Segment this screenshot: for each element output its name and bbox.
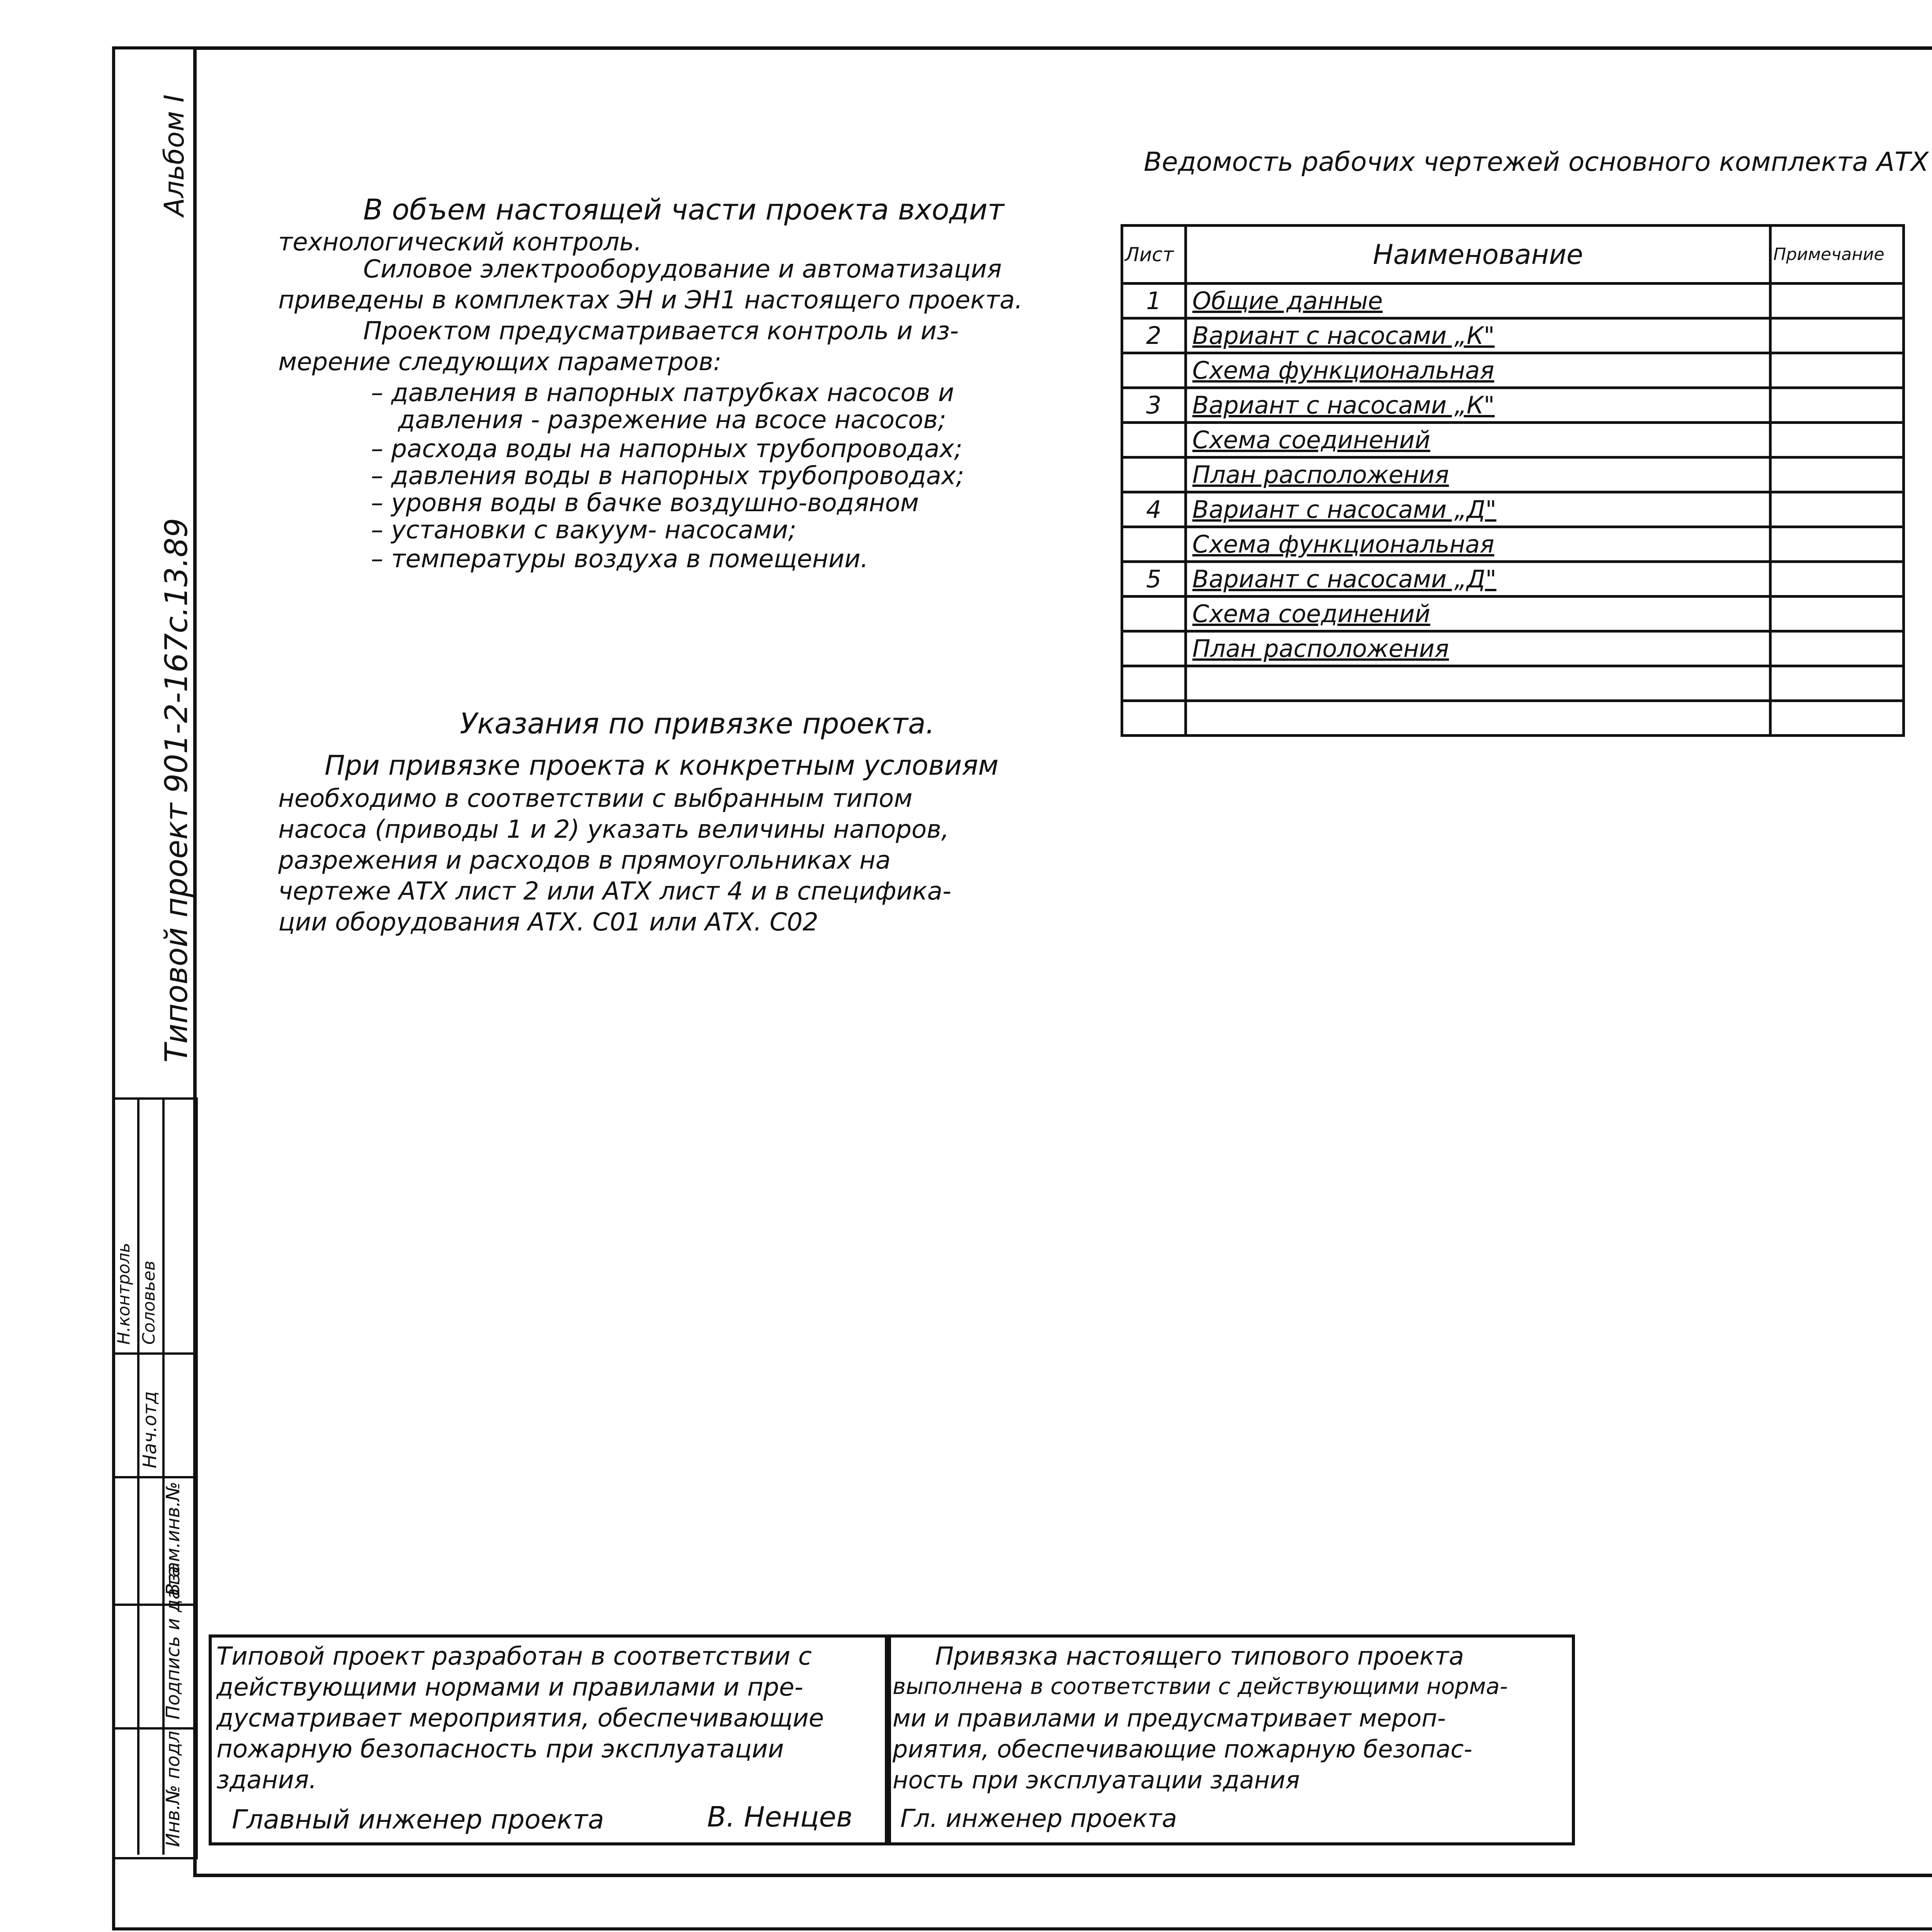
intro-line: Проектом предусматривается контроль и из- — [363, 317, 959, 345]
table-row — [1122, 492, 1904, 527]
table-cell — [1770, 284, 1904, 318]
table-cell — [1770, 492, 1904, 527]
table-cell: 3 — [1122, 388, 1186, 423]
table-cell: Общие данные — [1185, 284, 1770, 318]
side-stamp-replace: Взам.инв.№ — [162, 1481, 184, 1596]
note-left-line: дусматривает мероприятия, обеспечивающие — [216, 1704, 824, 1733]
note-right-line: Привязка настоящего типового проекта — [935, 1642, 1464, 1671]
table-cell — [1770, 666, 1904, 701]
table-cell — [1770, 457, 1904, 492]
intro-line: приведены в комплектах ЭН и ЭН1 настоящего проекта. — [278, 286, 1023, 315]
table-cell — [1122, 353, 1186, 388]
note-right-sign: Гл. инженер проекта — [900, 1804, 1177, 1833]
note-right-line: ность при эксплуатации здания — [893, 1766, 1300, 1794]
table-cell: Схема функциональная — [1185, 527, 1770, 562]
table-cell: Схема соединений — [1185, 423, 1770, 457]
intro-line: – температуры воздуха в помещении. — [371, 545, 869, 573]
note-right-line: ми и правилами и предусматривает мероп- — [893, 1704, 1446, 1732]
table-cell — [1770, 701, 1904, 736]
binding-line: разрежения и расходов в прямоугольниках на — [278, 846, 891, 875]
intro-line: давления - разрежение на всосе насосов; — [398, 406, 946, 434]
binding-line: насоса (приводы 1 и 2) указать величины напоров, — [278, 815, 949, 844]
table-cell: Вариант с насосами „К" — [1185, 318, 1770, 353]
table-cell: Вариант с насосами „Д" — [1185, 492, 1770, 527]
note-left-line: пожарную безопасность при эксплуатации — [216, 1735, 784, 1764]
table-cell — [1770, 631, 1904, 666]
table-cell: Схема соединений — [1185, 597, 1770, 631]
table-cell — [1122, 701, 1186, 736]
side-stamp-control: Н.контроль — [114, 1243, 134, 1345]
table-cell — [1122, 527, 1186, 562]
intro-line: – расхода воды на напорных трубопроводах; — [371, 435, 963, 463]
side-stamp-inv: Инв.№ подл. — [162, 1725, 184, 1847]
side-stamp-row-1 — [112, 1352, 193, 1355]
drawings-list-table — [1121, 224, 1905, 737]
table-cell: Схема функциональная — [1185, 353, 1770, 388]
table-cell — [1122, 631, 1186, 666]
table-row — [1122, 388, 1904, 423]
intro-line: – давления в напорных патрубках насосов и — [371, 379, 954, 407]
table-cell — [1185, 701, 1770, 736]
note-left-signer: В. Ненцев — [707, 1801, 853, 1833]
table-row — [1122, 353, 1904, 388]
table-row — [1122, 666, 1904, 701]
album-label: Альбом I — [158, 94, 190, 216]
binding-heading: Указания по привязке проекта. — [460, 707, 935, 740]
side-stamp-sign: Подпись и дата — [162, 1566, 184, 1719]
table-cell: Вариант с насосами „Д" — [1185, 562, 1770, 597]
table-row — [1122, 423, 1904, 457]
drawings-list-title: Ведомость рабочих чертежей основного комплекта АТХ — [1144, 147, 1929, 177]
note-left-line: здания. — [216, 1766, 317, 1794]
table-cell — [1770, 318, 1904, 353]
binding-line: ции оборудования АТХ. С01 или АТХ. С02 — [278, 908, 818, 937]
side-stamp-strip — [112, 1097, 198, 1859]
intro-line: – установки с вакуум- насосами; — [371, 516, 797, 544]
binding-line: При привязке проекта к конкретным условиям — [325, 750, 999, 781]
side-stamp-row-2 — [112, 1476, 193, 1478]
binding-line: чертеже АТХ лист 2 или АТХ лист 4 и в специфика- — [278, 877, 951, 906]
note-right-line: риятия, обеспечивающие пожарную безопас- — [893, 1735, 1473, 1763]
intro-line: – давления воды в напорных трубопроводах; — [371, 462, 964, 490]
table-cell: 1 — [1122, 284, 1186, 318]
col-header: Наименование — [1185, 226, 1770, 284]
table-cell — [1770, 388, 1904, 423]
col-header: Примечание — [1770, 226, 1904, 284]
table-row — [1122, 318, 1904, 353]
binding-line: необходимо в соответствии с выбранным типом — [278, 784, 913, 813]
note-right-line: выполнена в соответствии с действующими норма- — [893, 1673, 1508, 1699]
intro-line: технологический контроль. — [278, 228, 642, 257]
col-header: Лист — [1122, 226, 1186, 284]
table-cell: 2 — [1122, 318, 1186, 353]
table-row — [1122, 631, 1904, 666]
intro-line: Силовое электрооборудование и автоматизация — [363, 255, 1002, 284]
table-row — [1122, 284, 1904, 318]
note-left-line: Типовой проект разработан в соответствии с — [216, 1642, 812, 1671]
table-cell: 4 — [1122, 492, 1186, 527]
table-cell — [1122, 597, 1186, 631]
note-left-sign: Главный инженер проекта — [232, 1804, 604, 1835]
table-cell: 5 — [1122, 562, 1186, 597]
table-cell: План расположения — [1185, 457, 1770, 492]
table-cell: Вариант с насосами „К" — [1185, 388, 1770, 423]
table-row — [1122, 457, 1904, 492]
table-cell — [1770, 423, 1904, 457]
table-cell — [1770, 353, 1904, 388]
table-cell — [1770, 527, 1904, 562]
project-code-side: Типовой проект 901-2-167с.13.89 — [158, 518, 194, 1063]
table-row — [1122, 562, 1904, 597]
side-stamp-name: Соловьев — [139, 1260, 159, 1345]
table-cell — [1770, 597, 1904, 631]
side-stamp-head: Нач.отд — [139, 1391, 161, 1468]
table-row — [1122, 527, 1904, 562]
table-cell — [1122, 423, 1186, 457]
table-cell — [1122, 666, 1186, 701]
intro-line: – уровня воды в бачке воздушно-водяном — [371, 489, 919, 517]
table-cell — [1185, 666, 1770, 701]
table-row — [1122, 701, 1904, 736]
intro-line: мерение следующих параметров: — [278, 348, 722, 376]
table-cell: План расположения — [1185, 631, 1770, 666]
table-row — [1122, 597, 1904, 631]
note-left-line: действующими нормами и правилами и пре- — [216, 1673, 803, 1702]
intro-line: В объем настоящей части проекта входит — [363, 193, 1004, 226]
table-cell — [1122, 457, 1186, 492]
table-cell — [1770, 562, 1904, 597]
